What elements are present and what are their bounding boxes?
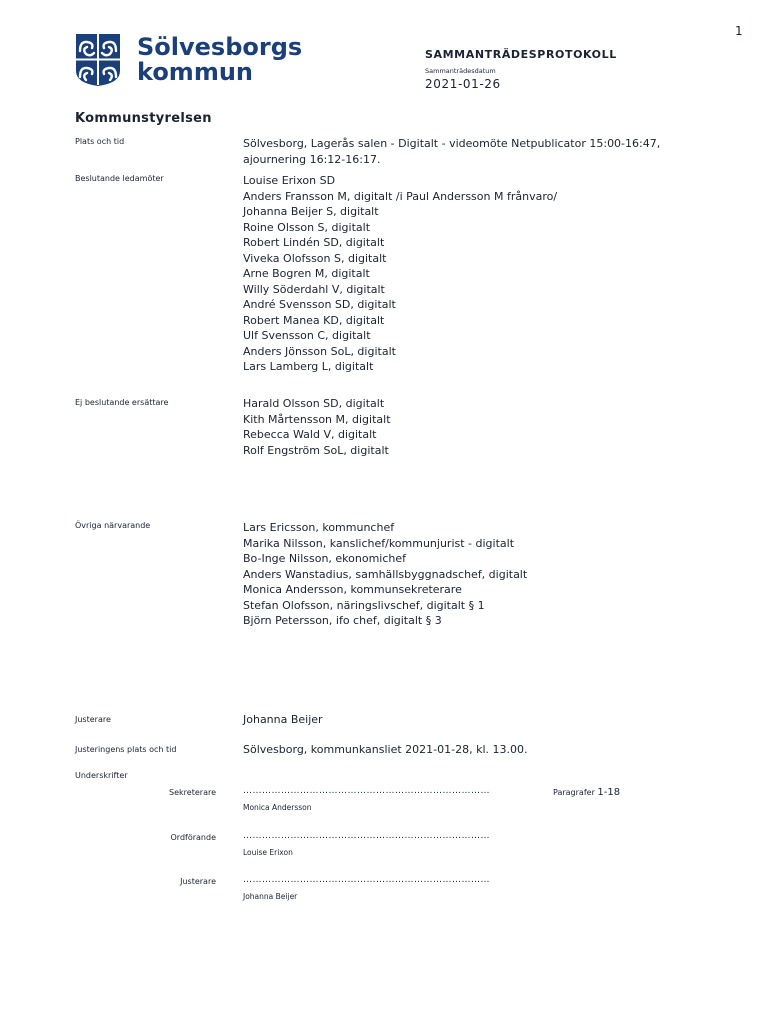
- list-item: Monica Andersson, kommunsekreterare: [243, 583, 462, 596]
- signature-line: ……………………………………………………………………: [243, 786, 490, 796]
- solvesborg-crest-icon: [75, 33, 121, 87]
- signature-role: Sekreterare: [169, 788, 216, 797]
- list-item: Viveka Olofsson S, digitalt: [243, 251, 387, 265]
- list-item: André Svensson SD, digitalt: [243, 298, 396, 311]
- list-item: Roine Olsson S, digitalt: [243, 220, 371, 234]
- meeting-date-label: Sammanträdesdatum: [425, 67, 496, 75]
- ersattare-list: [243, 396, 723, 458]
- signature-name: Louise Erixon: [243, 848, 293, 857]
- plats-line: ajournering 16:12-16:17.: [243, 152, 381, 166]
- justerare-label: Justerare: [75, 715, 111, 724]
- list-item: Johanna Beijer S, digitalt: [243, 205, 379, 218]
- list-item: Stefan Olofsson, näringslivschef, digitalt § 1: [243, 598, 485, 612]
- list-item: Arne Bogren M, digitalt: [243, 267, 370, 280]
- list-item: Harald Olsson SD, digitalt: [243, 397, 385, 410]
- list-item: Willy Söderdahl V, digitalt: [243, 282, 385, 296]
- body-title: Kommunstyrelsen: [75, 111, 212, 126]
- document-type: SAMMANTRÄDESPROTOKOLL: [425, 48, 617, 61]
- signature-line: ……………………………………………………………………: [243, 875, 490, 885]
- plats-value: [243, 136, 723, 167]
- signatures-label: Underskrifter: [75, 771, 128, 780]
- list-item: Robert Manea KD, digitalt: [243, 313, 385, 327]
- ersattare-label: Ej beslutande ersättare: [75, 398, 169, 407]
- meeting-date: 2021-01-26: [425, 77, 501, 91]
- list-item: Louise Erixon SD: [243, 174, 336, 187]
- list-item: Lars Ericsson, kommunchef: [243, 521, 395, 534]
- justering-value: Sölvesborg, kommunkansliet 2021-01-28, kl. 13.00.: [243, 743, 528, 756]
- list-item: Rolf Engström SoL, digitalt: [243, 443, 389, 457]
- signature-line: ……………………………………………………………………: [243, 831, 490, 841]
- paragraph-numbers: 1-18: [597, 787, 621, 798]
- list-item: Robert Lindén SD, digitalt: [243, 236, 385, 249]
- justerare-value: Johanna Beijer: [243, 713, 323, 726]
- list-item: Anders Fransson M, digitalt /i Paul Andersson M frånvaro/: [243, 189, 558, 203]
- plats-label: Plats och tid: [75, 137, 125, 146]
- signature-name: Johanna Beijer: [243, 892, 298, 901]
- ovriga-label: Övriga närvarande: [75, 521, 151, 530]
- signature-role: Ordförande: [170, 833, 216, 842]
- plats-line: Sölvesborg, Lagerås salen - Digitalt - videomöte Netpublicator 15:00-16:47,: [243, 137, 661, 150]
- list-item: Anders Jönsson SoL, digitalt: [243, 344, 396, 358]
- ledamoter-label: Beslutande ledamöter: [75, 174, 164, 183]
- list-item: Ulf Svensson C, digitalt: [243, 329, 371, 342]
- paragraph-label: Paragrafer: [553, 788, 595, 797]
- logo-wordmark: [137, 35, 302, 85]
- list-item: Marika Nilsson, kanslichef/kommunjurist - digitalt: [243, 536, 515, 550]
- list-item: Björn Petersson, ifo chef, digitalt § 3: [243, 614, 442, 627]
- logo-line-1: Sölvesborgs: [137, 33, 303, 61]
- list-item: Lars Lamberg L, digitalt: [243, 360, 374, 373]
- signature-role: Justerare: [180, 877, 216, 886]
- signature-name: Monica Andersson: [243, 803, 312, 812]
- logo: [75, 33, 302, 87]
- list-item: Anders Wanstadius, samhällsbyggnadschef, digitalt: [243, 567, 528, 581]
- logo-line-2: kommun: [137, 58, 253, 86]
- list-item: Rebecca Wald V, digitalt: [243, 428, 377, 441]
- list-item: Kith Mårtensson M, digitalt: [243, 412, 391, 426]
- page-number: 1: [735, 24, 743, 38]
- ovriga-list: [243, 520, 723, 629]
- paragraph-range: [553, 787, 620, 798]
- ledamoter-list: [243, 173, 723, 375]
- justering-label: Justeringens plats och tid: [75, 745, 177, 754]
- list-item: Bo-Inge Nilsson, ekonomichef: [243, 552, 407, 565]
